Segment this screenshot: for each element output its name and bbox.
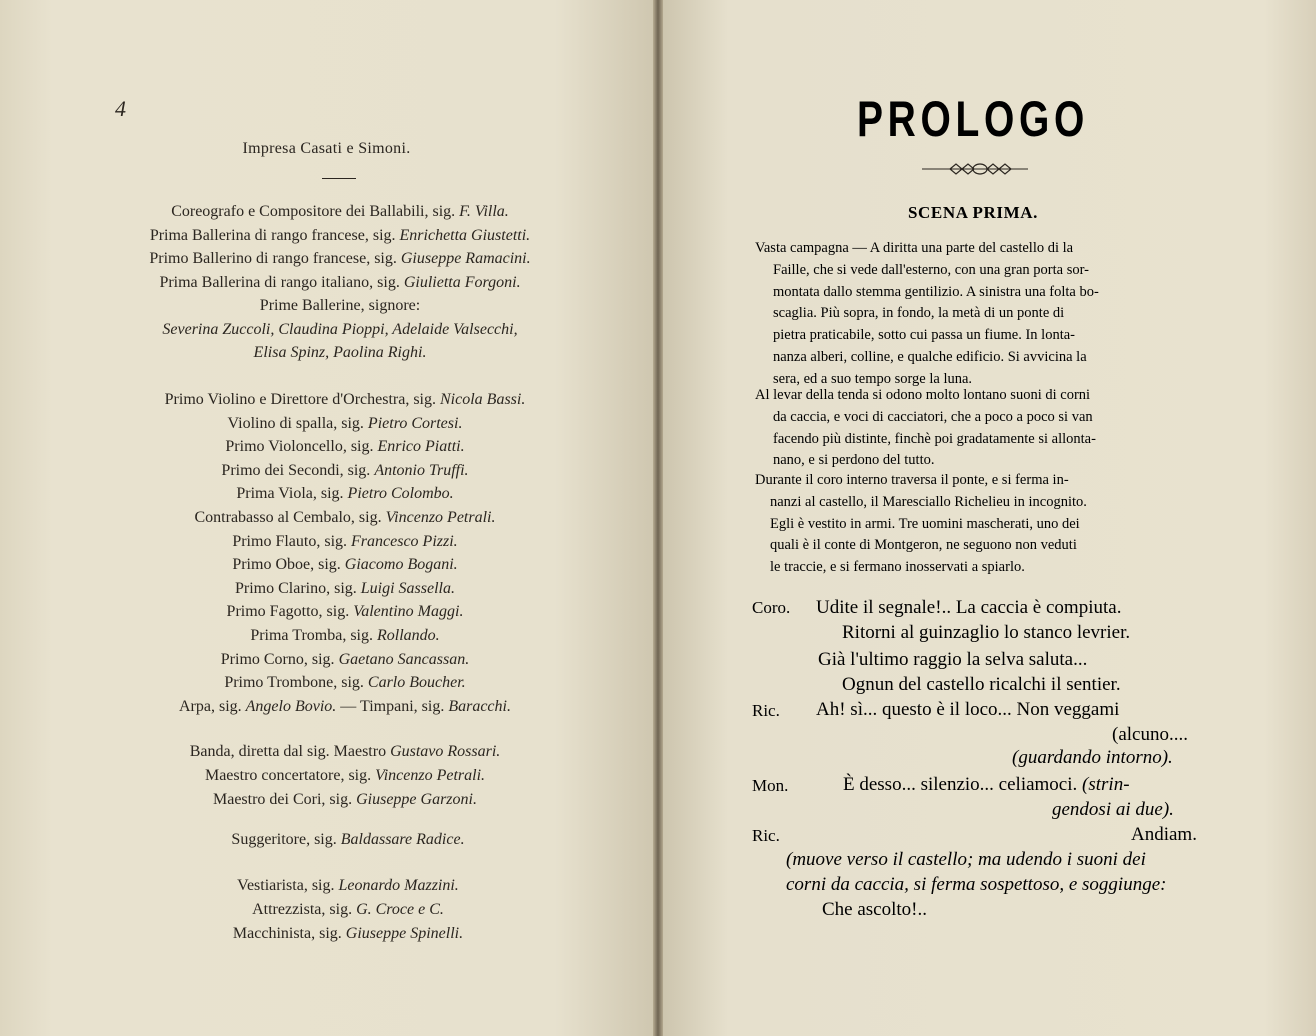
prologue-title: PROLOGO: [856, 91, 1090, 147]
ric-line-4: Andiam.: [1131, 824, 1197, 845]
credit-role: Contrabasso al Cembalo, sig.: [194, 509, 382, 526]
credit-name: G. Croce e C.: [356, 901, 444, 918]
credit-line: [0, 296, 685, 316]
coro-line-2: Ritorni al guinzaglio lo stanco levrier.: [842, 622, 1131, 643]
stage-direction-line: Egli è vestito in armi. Tre uomini mascherati, uno dei: [770, 515, 1080, 532]
credit-name: Elisa Spinz, Paolina Righi.: [253, 344, 427, 361]
credit-role: Prime Ballerine, signore:: [259, 297, 421, 314]
credit-line: [0, 532, 690, 552]
credit-name: Leonardo Mazzini.: [338, 877, 459, 894]
credit-line: [0, 273, 685, 293]
direction-line-2: corni da caccia, si ferma sospettoso, e soggiunge:: [786, 874, 1167, 895]
stage-direction-line: Al levar della tenda si odono molto lontano suoni di corni: [755, 387, 1091, 403]
book-gutter: [653, 0, 663, 1036]
credit-name: Baldassare Radice.: [340, 831, 465, 848]
mon-line-1a: È desso... silenzio... celiamoci.: [843, 774, 1078, 795]
stage-direction-line: nano, e si perdono del tutto.: [773, 452, 935, 469]
coro-line-4: Ognun del castello ricalchi il sentier.: [842, 674, 1121, 695]
credit-role: Maestro dei Cori, sig.: [213, 791, 353, 808]
credit-line: [0, 790, 690, 810]
coro-line-3: Già l'ultimo raggio la selva saluta...: [818, 649, 1088, 670]
credit-role: Primo Oboe, sig.: [232, 556, 341, 574]
ric-line-2: (alcuno....: [1112, 724, 1188, 745]
stage-direction-line: montata dallo stemma gentilizio. A sinistra una folta bo-: [773, 283, 1099, 300]
stage-direction-line: Durante il coro interno traversa il ponte, e si ferma in-: [755, 472, 1069, 488]
mon-line-1b: (strin-: [1082, 774, 1130, 795]
stage-direction-line: da caccia, e voci di cacciatori, che a poco a poco si van: [773, 408, 1093, 425]
impresa-line: Impresa Casati e Simoni.: [242, 140, 411, 157]
credit-role: Prima Viola, sig.: [236, 485, 344, 503]
credit-line: [0, 202, 685, 222]
credit-line: [3, 830, 693, 850]
credit-name: Giuseppe Spinelli.: [345, 925, 464, 942]
direction-line-1: (muove verso il castello; ma udendo i suoni dei: [786, 849, 1146, 870]
credit-name: F. Villa.: [459, 203, 509, 220]
credit-role: Coreografo e Compositore dei Ballabili, sig.: [171, 203, 456, 220]
ric-line-1: Ah! sì... questo è il loco... Non veggami: [816, 699, 1120, 720]
credit-line: [0, 343, 685, 363]
credit-line: [0, 484, 690, 504]
credit-name: Enrichetta Giustetti.: [399, 226, 531, 244]
credit-role: Vestiarista, sig.: [237, 877, 335, 894]
credit-role: Primo Fagotto, sig.: [226, 603, 350, 621]
credit-role: Primo Violoncello, sig.: [225, 438, 374, 456]
credit-line: [0, 320, 685, 340]
stage-direction-line: facendo più distinte, finchè poi gradatamente si allonta-: [773, 430, 1096, 447]
credit-line: [0, 697, 690, 717]
credit-name: Giuseppe Ramacini.: [400, 250, 531, 267]
coro-line-1: Udite il segnale!.. La caccia è compiuta.: [816, 597, 1122, 618]
stage-direction-line: quali è il conte di Montgeron, ne seguono non veduti: [770, 537, 1077, 554]
credit-role: Primo Ballerino di rango francese, sig.: [149, 250, 397, 267]
credit-line: [0, 742, 690, 762]
credit-line: [0, 437, 690, 457]
credit-name: Gustavo Rossari.: [390, 743, 501, 760]
credit-line: [0, 508, 690, 528]
stage-direction-line: le traccie, e si fermano inosservati a spiarlo.: [770, 559, 1025, 576]
speaker-ric: Ric.: [752, 701, 780, 720]
credit-name: Valentino Maggi.: [353, 603, 464, 621]
credit-role: Maestro concertatore, sig.: [204, 767, 372, 784]
speaker-coro: Coro.: [752, 598, 791, 617]
credit-line: [0, 626, 690, 646]
credit-name: Rollando.: [377, 627, 440, 644]
credit-line: [0, 249, 685, 269]
mon-line-1: [843, 773, 1130, 797]
stage-direction-line: nanza alberi, colline, e qualche edificio. Si avvicina la: [773, 349, 1087, 365]
credit-role: Primo Violino e Direttore d'Orchestra, sig.: [164, 391, 436, 408]
credit-name: Baracchi.: [448, 697, 511, 715]
credit-line: [3, 900, 693, 920]
credit-name: Antonio Truffi.: [374, 461, 469, 479]
credit-name: Angelo Bovio.: [245, 697, 337, 715]
credit-line: [0, 390, 690, 410]
speaker-mon: Mon.: [752, 776, 789, 795]
credit-line: [0, 673, 690, 693]
credit-line: [0, 602, 690, 622]
credit-line: [0, 414, 690, 434]
credit-name: Francesco Pizzi.: [351, 532, 458, 550]
ric-final-line: Che ascolto!..: [822, 899, 928, 920]
stage-direction-line: sera, ed a suo tempo sorge la luna.: [773, 370, 973, 387]
ric-line-3: (guardando intorno).: [1012, 747, 1173, 768]
credit-line: [3, 924, 693, 944]
separator-rule: [322, 178, 356, 179]
credit-name: Vincenzo Petrali.: [375, 767, 486, 784]
credit-line: [3, 876, 693, 896]
ornament-divider: [920, 160, 1030, 178]
credit-role: Macchinista, sig.: [232, 925, 342, 942]
credit-name: Enrico Piatti.: [377, 438, 465, 456]
credit-name: Luigi Sassella.: [360, 579, 455, 597]
credit-line: [0, 579, 690, 599]
credit-role: Primo Clarino, sig.: [234, 579, 357, 597]
credit-role: Violino di spalla, sig.: [227, 414, 364, 432]
credit-role: Banda, diretta dal sig. Maestro: [189, 743, 387, 760]
credit-role: Primo Flauto, sig.: [232, 532, 348, 550]
credit-name: Giuseppe Garzoni.: [356, 791, 477, 808]
stage-direction-line: nanzi al castello, il Maresciallo Richelieu in incognito.: [770, 493, 1087, 510]
stage-direction-line: Vasta campagna — A diritta una parte del castello di la: [755, 240, 1074, 256]
credit-role: Arpa, sig.: [179, 697, 242, 715]
credit-role: Primo Trombone, sig.: [224, 674, 364, 692]
credit-role: Prima Ballerina di rango italiano, sig.: [159, 273, 400, 291]
credit-name: Gaetano Sancassan.: [338, 650, 470, 668]
mon-line-2: gendosi ai due).: [1052, 799, 1174, 820]
credit-name: Pietro Cortesi.: [367, 414, 463, 432]
credit-role: — Timpani, sig.: [340, 697, 445, 715]
credit-name: Nicola Bassi.: [440, 391, 526, 408]
credit-role: Attrezzista, sig.: [252, 901, 353, 918]
stage-direction-line: pietra praticabile, sotto cui passa un fiume. In lonta-: [773, 327, 1075, 344]
credit-name: Pietro Colombo.: [347, 485, 454, 503]
credit-role: Prima Ballerina di rango francese, sig.: [149, 226, 396, 244]
credit-name: Giacomo Bogani.: [344, 556, 458, 574]
credit-name: Giulietta Forgoni.: [403, 273, 521, 291]
stage-direction-line: Faille, che si vede dall'esterno, con una gran porta sor-: [773, 261, 1089, 278]
credit-line: [0, 650, 690, 670]
credit-name: Severina Zuccoli, Claudina Pioppi, Adelaide Valsecchi,: [162, 320, 518, 338]
credit-role: Primo Corno, sig.: [220, 650, 335, 668]
credit-line: [0, 555, 690, 575]
page-number: 4: [115, 96, 126, 121]
stage-direction-line: scaglia. Più sopra, in fondo, la metà di un ponte di: [773, 305, 1065, 322]
credit-role: Suggeritore, sig.: [231, 831, 337, 848]
credit-name: Vincenzo Petrali.: [385, 509, 496, 526]
credit-line: [0, 766, 690, 786]
credit-line: [0, 226, 685, 246]
credit-role: Prima Tromba, sig.: [250, 627, 373, 644]
left-page: [0, 0, 653, 1036]
credit-role: Primo dei Secondi, sig.: [221, 461, 371, 479]
credit-line: [0, 461, 690, 481]
scene-heading: SCENA PRIMA.: [908, 203, 1038, 222]
speaker-ric-2: Ric.: [752, 826, 780, 845]
credit-name: Carlo Boucher.: [367, 674, 466, 692]
